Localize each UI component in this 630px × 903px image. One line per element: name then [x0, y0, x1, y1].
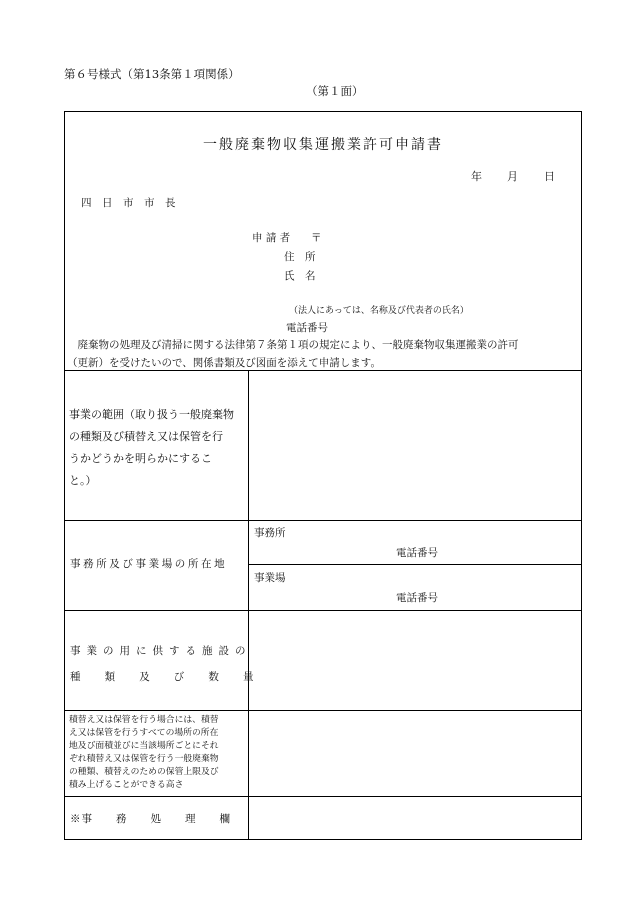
page-label: （第１面） — [306, 84, 364, 98]
scope-input[interactable] — [249, 371, 581, 520]
scope-line-4: と。） — [69, 474, 97, 487]
storage-line-4: ぞれ積替え又は保管を行う一般廃棄物 — [69, 754, 219, 764]
date-day: 日 — [544, 170, 555, 183]
storage-line-3: 地及び面積並びに当該場所ごとにそれ — [69, 741, 219, 751]
date-month: 月 — [507, 170, 518, 183]
form-title: 一般廃棄物収集運搬業許可申請書 — [203, 137, 443, 153]
divider — [248, 564, 581, 565]
site-label: 事業場 — [254, 572, 286, 584]
scope-line-3: うかどうかを明らかにするこ — [69, 452, 212, 465]
office-use-field — [249, 797, 581, 839]
form-reference: 第６号様式（第13条第１項関係） — [64, 67, 240, 81]
scope-line-2: の種類及び積替え又は保管を行 — [69, 430, 223, 443]
address-label: 住 所 — [284, 251, 316, 263]
office-phone-label: 電話番号 — [396, 547, 438, 559]
statement-line-2: （更新）を受けたいので、関係書類及び図面を添えて申請します。 — [67, 357, 381, 369]
postal-mark: 〒 — [311, 232, 322, 244]
name-label: 氏 名 — [284, 270, 316, 282]
office-label: 事務所 — [254, 527, 286, 539]
storage-line-2: え又は保管を行うすべての場所の所在 — [69, 728, 219, 738]
storage-line-1: 積替え又は保管を行う場合には、積替 — [69, 715, 219, 725]
scope-line-1: 事業の範囲（取り扱う一般廃棄物 — [69, 408, 234, 421]
application-form — [64, 111, 582, 840]
storage-label — [69, 714, 219, 792]
facilities-line-1: 事業の用に供する施設の — [70, 645, 252, 657]
location-label: 事務所及び事業場の所在地 — [70, 558, 228, 570]
applicant-label: 申 請 者 — [252, 232, 291, 244]
corporation-note: （法人にあっては、名称及び代表者の氏名） — [289, 306, 469, 316]
statement-line-1: 廃棄物の処理及び清掃に関する法律第７条第１項の規定により、一般廃棄物収集運搬業の許可 — [67, 339, 519, 351]
storage-input[interactable] — [249, 711, 581, 796]
phone-label: 電話番号 — [286, 322, 328, 334]
date-year: 年 — [471, 170, 482, 183]
addressee: 四 日 市 市 長 — [81, 197, 176, 209]
divider — [65, 520, 581, 521]
facilities-line-2: 種 類 及 び 数 量 — [70, 671, 261, 683]
facilities-input[interactable] — [249, 611, 581, 710]
storage-line-5: の種類、積替えのための保管上限及び — [69, 767, 219, 777]
office-use-label: ※事 務 処 理 欄 — [70, 813, 231, 825]
scope-label — [69, 404, 234, 492]
storage-line-6: 積み上げることができる高さ — [69, 780, 184, 790]
site-phone-label: 電話番号 — [396, 592, 438, 604]
